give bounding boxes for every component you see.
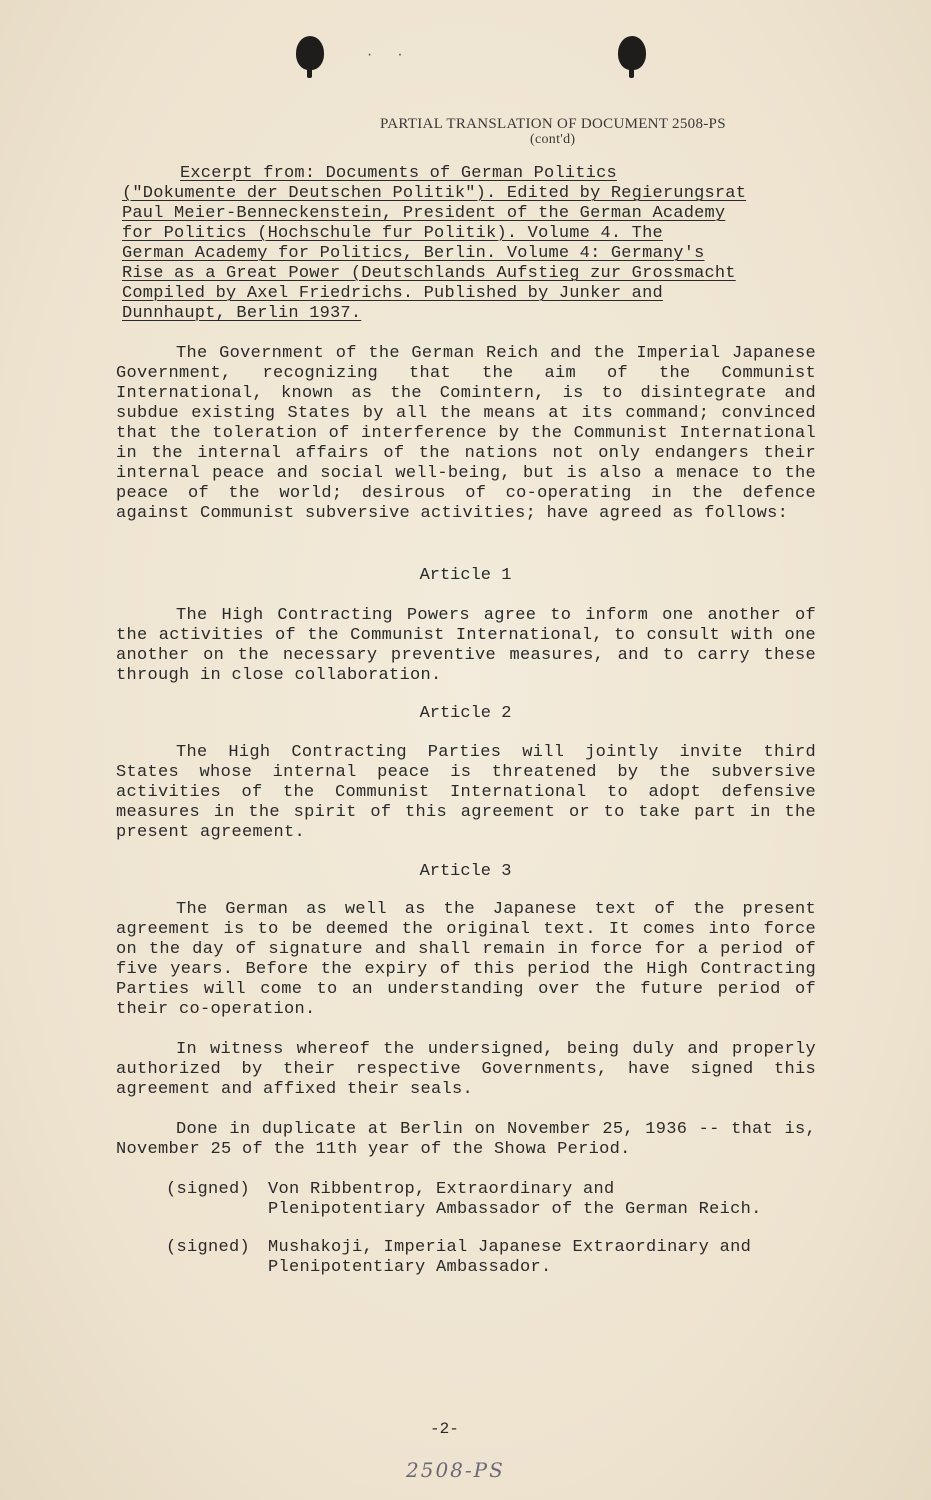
page-number: -2-	[430, 1420, 459, 1438]
excerpt-line: German Academy for Politics, Berlin. Volume 4: Germany's	[122, 244, 705, 263]
signed-tag: (signed)	[166, 1238, 251, 1257]
excerpt-line: Compiled by Axel Friedrichs. Published by Junker and	[122, 284, 663, 303]
header-title: PARTIAL TRANSLATION OF DOCUMENT 2508-PS	[380, 116, 726, 132]
excerpt-line: Dunnhaupt, Berlin 1937.	[122, 304, 362, 323]
excerpt-citation	[122, 164, 842, 324]
signatory-text: Von Ribbentrop, Extraordinary and Plenipotentiary Ambassador of the German Reich.	[268, 1180, 762, 1219]
excerpt-line: for Politics (Hochschule fur Politik). Volume 4. The	[122, 224, 663, 243]
excerpt-line: Rise as a Great Power (Deutschlands Aufstieg zur Grossmacht	[122, 264, 736, 283]
excerpt-line: Excerpt from: Documents of German Politics	[180, 164, 617, 183]
signed-tag: (signed)	[166, 1180, 251, 1199]
signatory-text: Mushakoji, Imperial Japanese Extraordinary and Plenipotentiary Ambassador.	[268, 1238, 752, 1277]
done-paragraph	[116, 1120, 816, 1160]
done-text: Done in duplicate at Berlin on November 25, 1936 -- that is, November 25 of the 11th year of the Showa Period.	[116, 1120, 816, 1159]
excerpt-line: Paul Meier-Benneckenstein, President of the German Academy	[122, 204, 726, 223]
handwritten-document-number: 2508-PS	[406, 1458, 505, 1482]
witness-text: In witness whereof the undersigned, being duly and properly authorized by their respective Governments, have signed this agreement and affixed their seals.	[116, 1040, 816, 1099]
article-1-paragraph	[116, 606, 816, 686]
witness-paragraph	[116, 1040, 816, 1100]
article-3-heading: Article 3	[419, 862, 512, 881]
excerpt-line: ("Dokumente der Deutschen Politik"). Edited by Regierungsrat	[122, 184, 747, 203]
article-3-text: The German as well as the Japanese text of the present agreement is to be deemed the original text. It comes into force on the day of signature and shall remain in force for a period of five years. Before the expiry of this period the High Contracting Parties will come to an understanding over the future period of their co-operation.	[116, 900, 816, 1019]
signature-mushakoji	[166, 1238, 766, 1278]
preamble-text: The Government of the German Reich and the Imperial Japanese Government, recognizing that the aim of the Communist International, known as the Comintern, is to disintegrate and subdue existing States by all the means at its command; convinced that the toleration of interference by the Communist International in the internal affairs of the nations not only endangers their internal peace and social well-being, but is also a menace to the peace of the world; desirous of co-operating in the defence against Communist subversive activities; have agreed as follows:	[116, 344, 816, 523]
article-3-paragraph	[116, 900, 816, 1020]
article-2-heading: Article 2	[419, 704, 512, 723]
article-2-text: The High Contracting Parties will jointly invite third States whose internal peace is threatened by the subversive activities of the Communist International to adopt defensive measures in the spirit of this agreement or to take part in the present agreement.	[116, 743, 816, 842]
header-continued: (cont'd)	[530, 132, 576, 147]
article-1-text: The High Contracting Powers agree to inform one another of the activities of the Communist International, to consult with one another on the necessary preventive measures, and to carry these through in close collaboration.	[116, 606, 816, 685]
punch-hole-left	[296, 36, 324, 70]
article-1-heading: Article 1	[419, 566, 512, 585]
article-2-paragraph	[116, 743, 816, 843]
document-header	[380, 116, 726, 148]
signature-ribbentrop	[166, 1180, 766, 1220]
preamble-paragraph	[116, 344, 816, 524]
punch-hole-right	[618, 36, 646, 70]
paper-specks: · ·	[366, 48, 412, 62]
